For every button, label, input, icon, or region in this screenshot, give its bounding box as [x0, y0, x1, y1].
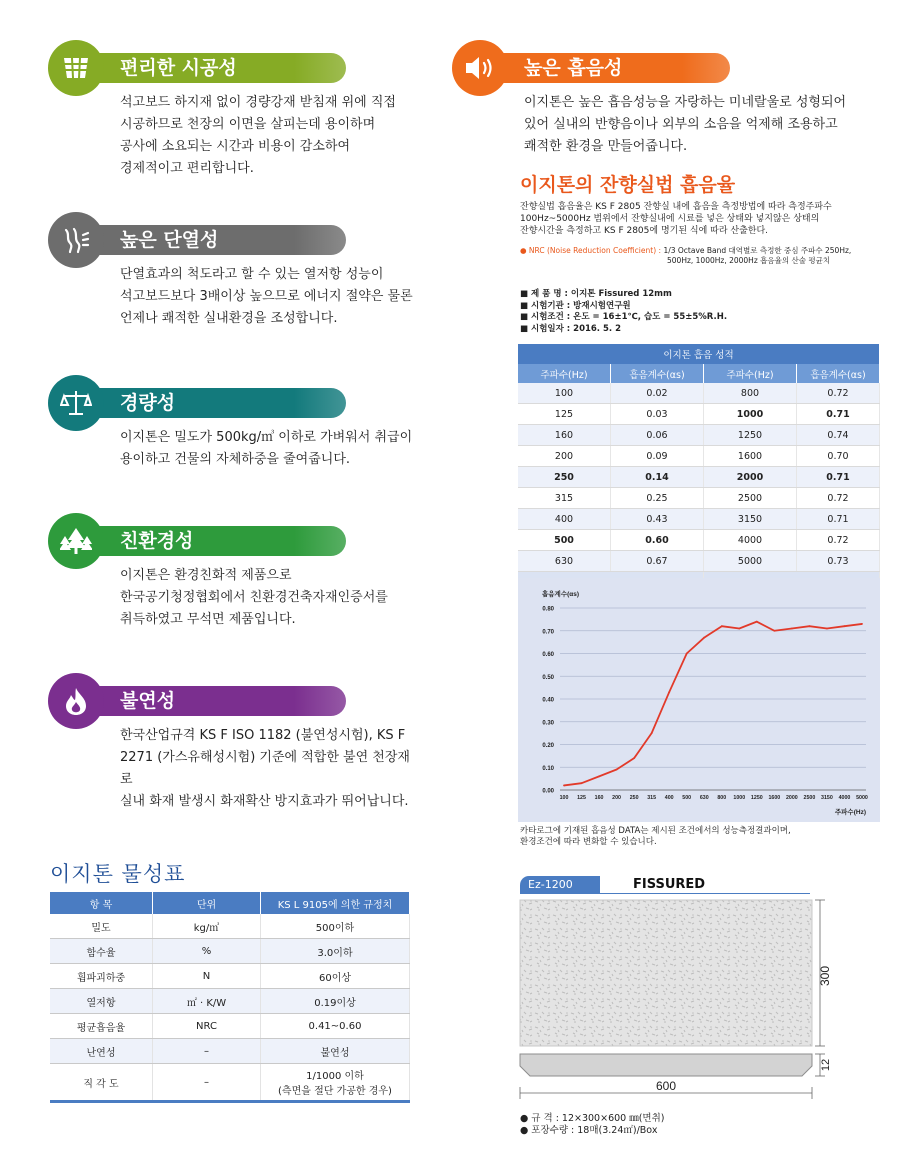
prop-header: 항 목 — [50, 892, 153, 914]
feature-line: 이지톤은 높은 흡음성능을 자랑하는 미네랄울로 성형되어 — [524, 95, 847, 110]
table-cell: 5000 — [704, 551, 797, 572]
dim-width: 600 — [655, 1079, 677, 1093]
feature-title-banner — [492, 53, 730, 83]
table-cell: 400 — [518, 509, 611, 530]
table-cell: 2000 — [704, 467, 797, 488]
table-row — [50, 1014, 410, 1039]
data-point — [861, 623, 863, 625]
table-cell: 0.09 — [611, 446, 704, 467]
table-cell: – — [153, 1064, 261, 1102]
chart-footnote — [520, 826, 791, 848]
product-tag — [520, 876, 600, 894]
footnote-line: 환경조건에 따라 변화할 수 있습니다. — [520, 837, 657, 847]
desc-line: 잔향실법 흡음율은 KS F 2805 잔향실 내에 흡음을 측정방법에 따라 측정주파수 — [520, 202, 832, 212]
feature-description — [120, 725, 418, 813]
x-tick-label: 100 — [559, 795, 569, 801]
data-point — [844, 625, 846, 627]
table-row — [518, 425, 880, 446]
table-cell: 0.19이상 — [261, 989, 410, 1014]
trees-icon — [48, 513, 104, 569]
desc-line: 100Hz~5000Hz 범위에서 잔향실내에 시료를 넣은 상태와 넣지않은 상태의 — [520, 214, 820, 224]
feature-title: 불연성 — [120, 690, 176, 712]
feature-title-banner — [88, 225, 346, 255]
feature-line: 시공하므로 천장의 이면을 살피는데 용이하며 — [120, 117, 376, 132]
feature-description — [120, 427, 418, 471]
feature-title: 경량성 — [120, 392, 176, 414]
spec-pack: ● 포장수량 : 18매(3.24㎡)/Box — [520, 1125, 658, 1136]
x-tick-label: 800 — [717, 795, 727, 801]
table-row — [518, 383, 880, 404]
table-cell: 100 — [518, 383, 611, 404]
table-cell: 0.06 — [611, 425, 704, 446]
x-tick-label: 315 — [647, 795, 657, 801]
desc-line: 잔향시간을 측정하고 KS F 2805에 명기된 식에 따라 산출한다. — [520, 226, 769, 236]
x-axis-label: 주파수(Hz) — [834, 809, 866, 816]
table-cell: 125 — [518, 404, 611, 425]
table-row — [50, 939, 410, 964]
abs-header: 흡음계수(αs) — [797, 364, 880, 383]
table-row — [518, 488, 880, 509]
abs-header: 주파수(Hz) — [518, 364, 611, 383]
x-tick-label: 2500 — [803, 795, 816, 801]
data-point — [721, 625, 723, 627]
feature-line: 한국산업규격 KS F ISO 1182 (불연성시험), KS F — [120, 728, 406, 743]
table-cell: 0.60 — [611, 530, 704, 551]
table-cell: 4000 — [704, 530, 797, 551]
data-point — [791, 628, 793, 630]
condition: ■ 시험기관 : 방재시험연구원 — [520, 300, 631, 311]
x-tick-label: 500 — [682, 795, 692, 801]
feature-title-banner — [88, 686, 346, 716]
feature-description — [524, 92, 864, 158]
absorption-title: 이지톤의 잔향실법 흡음율 — [520, 174, 736, 196]
absorption-table-title: 이지톤 흡음 성적 — [518, 344, 880, 364]
abs-header: 주파수(Hz) — [704, 364, 797, 383]
properties-table — [50, 892, 410, 1103]
feature-description — [120, 92, 418, 180]
table-cell: 500이하 — [261, 914, 410, 939]
feature-line: 한국공기청정협회에서 친환경건축자재인증서를 — [120, 590, 388, 605]
y-tick-label: 0.00 — [542, 788, 554, 795]
feature-line: 석고보드 하지재 없이 경량강재 받침재 위에 직접 — [120, 95, 396, 110]
properties-title: 이지톤 물성표 — [50, 862, 186, 886]
table-cell: 1600 — [704, 446, 797, 467]
table-cell: 0.70 — [797, 446, 880, 467]
dim-height: 300 — [818, 965, 832, 987]
table-cell: 0.73 — [797, 551, 880, 572]
y-tick-label: 0.50 — [542, 674, 554, 681]
data-point — [686, 653, 688, 655]
absorption-table — [518, 344, 880, 594]
prop-header: 단위 — [153, 892, 261, 914]
test-conditions — [520, 289, 727, 335]
table-cell: kg/㎥ — [153, 914, 261, 939]
feature-line: 단열효과의 척도라고 할 수 있는 열저항 성능이 — [120, 267, 384, 282]
speaker-icon — [452, 40, 508, 96]
data-point — [809, 625, 811, 627]
table-row — [50, 964, 410, 989]
feature-title: 편리한 시공성 — [120, 57, 237, 79]
feature-title-banner — [88, 526, 346, 556]
table-row — [518, 467, 880, 488]
product-specs — [520, 1113, 664, 1137]
feature-line: 쾌적한 환경을 만들어줍니다. — [524, 139, 688, 154]
table-cell: 열저항 — [50, 989, 153, 1014]
table-cell: 2500 — [704, 488, 797, 509]
table-cell: 밀도 — [50, 914, 153, 939]
spec-size: ● 규 격 : 12×300×600 ㎜(면취) — [520, 1113, 665, 1124]
feature-line: 실내 화재 발생시 화재확산 방지효과가 뛰어납니다. — [120, 794, 409, 809]
feature-line: 이지톤은 환경친화적 제품으로 — [120, 568, 292, 583]
scale-icon — [48, 375, 104, 431]
table-cell: 휨파괴하중 — [50, 964, 153, 989]
heat-icon — [48, 212, 104, 268]
table-cell: 0.72 — [797, 530, 880, 551]
table-cell: 0.71 — [797, 404, 880, 425]
y-tick-label: 0.30 — [542, 720, 554, 727]
table-cell: 난연성 — [50, 1039, 153, 1064]
table-cell: 0.02 — [611, 383, 704, 404]
x-tick-label: 630 — [699, 795, 709, 801]
feature-title-banner — [88, 388, 346, 418]
x-tick-label: 2000 — [785, 795, 798, 801]
nrc-note-label: ● NRC (Noise Reduction Coefficient) : — [520, 246, 662, 255]
table-cell: 1000 — [704, 404, 797, 425]
data-point — [826, 628, 828, 630]
table-cell: 불연성 — [261, 1039, 410, 1064]
table-row — [518, 551, 880, 572]
nrc-note-line: 500Hz, 1000Hz, 2000Hz 흡음율의 산술 평균치 — [667, 256, 831, 265]
x-tick-label: 160 — [594, 795, 604, 801]
table-cell: 0.67 — [611, 551, 704, 572]
table-cell: 평균흡음율 — [50, 1014, 153, 1039]
data-point — [756, 621, 758, 623]
x-tick-label: 3150 — [821, 795, 833, 801]
y-axis-label: 흡음계수(αs) — [542, 591, 580, 598]
flame-icon — [48, 673, 104, 729]
table-cell: NRC — [153, 1014, 261, 1039]
table-cell: 0.72 — [797, 383, 880, 404]
table-cell: 3.0이하 — [261, 939, 410, 964]
feature-title: 높은 흡음성 — [524, 57, 623, 79]
table-cell: 함수율 — [50, 939, 153, 964]
feature-title-banner — [88, 53, 346, 83]
footnote-line: 카타로그에 기재된 흡음성 DATA는 제시된 조건에서의 성능측정결과이며, — [520, 826, 791, 836]
dim-thickness: 12 — [820, 1058, 832, 1072]
y-tick-label: 0.60 — [542, 652, 554, 658]
x-tick-label: 1600 — [768, 795, 781, 801]
chart-panel — [518, 578, 880, 822]
table-row — [518, 509, 880, 530]
feature-line: 언제나 쾌적한 실내환경을 조성합니다. — [120, 311, 338, 326]
y-tick-label: 0.10 — [542, 765, 554, 772]
x-tick-label: 400 — [664, 795, 674, 801]
table-cell: 800 — [704, 383, 797, 404]
table-cell: 315 — [518, 488, 611, 509]
table-cell: 0.71 — [797, 509, 880, 530]
condition: ■ 시험일자 : 2016. 5. 2 — [520, 323, 622, 334]
table-cell: 60이상 — [261, 964, 410, 989]
absorption-series-line — [564, 622, 862, 786]
table-cell: 160 — [518, 425, 611, 446]
data-point — [773, 630, 775, 632]
table-cell: 250 — [518, 467, 611, 488]
x-tick-label: 1250 — [750, 795, 763, 801]
table-cell: 0.74 — [797, 425, 880, 446]
y-tick-label: 0.70 — [542, 629, 554, 636]
feature-line: 용이하고 건물의 자체하중을 줄여줍니다. — [120, 452, 351, 467]
table-cell: 200 — [518, 446, 611, 467]
nrc-note-line: 1/3 Octave Band 대역별로 측정한 중심 주파수 250Hz, — [663, 246, 852, 255]
table-row — [50, 1039, 410, 1064]
feature-line: 취득하였고 무석면 제품입니다. — [120, 612, 296, 627]
condition: ■ 제 품 명 : 이지톤 Fissured 12mm — [520, 289, 672, 299]
y-tick-label: 0.40 — [542, 697, 554, 704]
data-point — [703, 637, 705, 639]
table-cell: 1250 — [704, 425, 797, 446]
feature-line: 경제적이고 편리합니다. — [120, 161, 254, 176]
x-tick-label: 200 — [612, 795, 622, 801]
x-tick-label: 1000 — [733, 795, 746, 801]
table-cell: 0.71 — [797, 467, 880, 488]
tile-edge-profile — [520, 1054, 812, 1076]
feature-description — [120, 264, 418, 330]
data-point — [668, 691, 670, 693]
x-tick-label: 250 — [629, 795, 639, 801]
feature-line: 석고보드보다 3배이상 높으므로 에너지 절약은 물론 — [120, 289, 413, 304]
tile-face — [520, 900, 812, 1046]
x-tick-label: 4000 — [838, 795, 851, 801]
table-cell: 0.43 — [611, 509, 704, 530]
table-cell: N — [153, 964, 261, 989]
feature-title: 높은 단열성 — [120, 229, 219, 251]
product-model: Ez-1200 — [528, 878, 573, 891]
tag-underline — [520, 893, 810, 894]
data-point — [651, 732, 653, 734]
x-tick-label: 125 — [577, 795, 586, 801]
table-row — [518, 404, 880, 425]
grid-icon — [48, 40, 104, 96]
table-cell: 630 — [518, 551, 611, 572]
feature-line: 2271 (가스유해성시험) 기준에 적합한 불연 천장재로 — [120, 750, 410, 787]
data-point — [598, 775, 600, 777]
table-cell: 0.72 — [797, 488, 880, 509]
table-row — [50, 989, 410, 1014]
product-drawing — [515, 898, 845, 1113]
absorption-chart — [518, 578, 880, 822]
y-tick-label: 0.20 — [542, 743, 554, 749]
product-pattern: FISSURED — [633, 877, 706, 892]
data-point — [616, 769, 618, 771]
data-point — [738, 628, 740, 630]
table-cell: 직 각 도 — [50, 1064, 153, 1102]
condition: ■ 시험조건 : 온도 = 16±1℃, 습도 = 55±5%R.H. — [520, 312, 728, 322]
table-cell: 0.41~0.60 — [261, 1014, 410, 1039]
table-cell: 1/1000 이하 (측면을 절단 가공한 경우) — [261, 1064, 410, 1102]
y-tick-label: 0.80 — [542, 606, 554, 613]
feature-line: 있어 실내의 반향음이나 외부의 소음을 억제해 조용하고 — [524, 117, 838, 132]
abs-header: 흡음계수(αs) — [611, 364, 704, 383]
data-point — [633, 757, 635, 759]
x-tick-label: 5000 — [856, 795, 868, 801]
table-cell: 0.14 — [611, 467, 704, 488]
table-cell: % — [153, 939, 261, 964]
feature-line: 공사에 소요되는 시간과 비용이 감소하여 — [120, 139, 351, 154]
table-cell: 0.03 — [611, 404, 704, 425]
nrc-note — [520, 246, 890, 266]
table-row — [518, 446, 880, 467]
data-point — [563, 785, 565, 787]
absorption-desc — [520, 201, 880, 237]
feature-title: 친환경성 — [120, 530, 194, 552]
table-row — [50, 914, 410, 939]
table-cell: – — [153, 1039, 261, 1064]
feature-description — [120, 565, 418, 631]
table-row — [50, 1064, 410, 1102]
table-cell: 0.25 — [611, 488, 704, 509]
table-cell: 500 — [518, 530, 611, 551]
table-cell: 3150 — [704, 509, 797, 530]
prop-header: KS L 9105에 의한 규정치 — [261, 892, 410, 914]
table-cell: ㎡ · K/W — [153, 989, 261, 1014]
data-point — [581, 782, 583, 784]
table-row — [518, 530, 880, 551]
feature-line: 이지톤은 밀도가 500kg/㎥ 이하로 가벼워서 취급이 — [120, 430, 413, 445]
